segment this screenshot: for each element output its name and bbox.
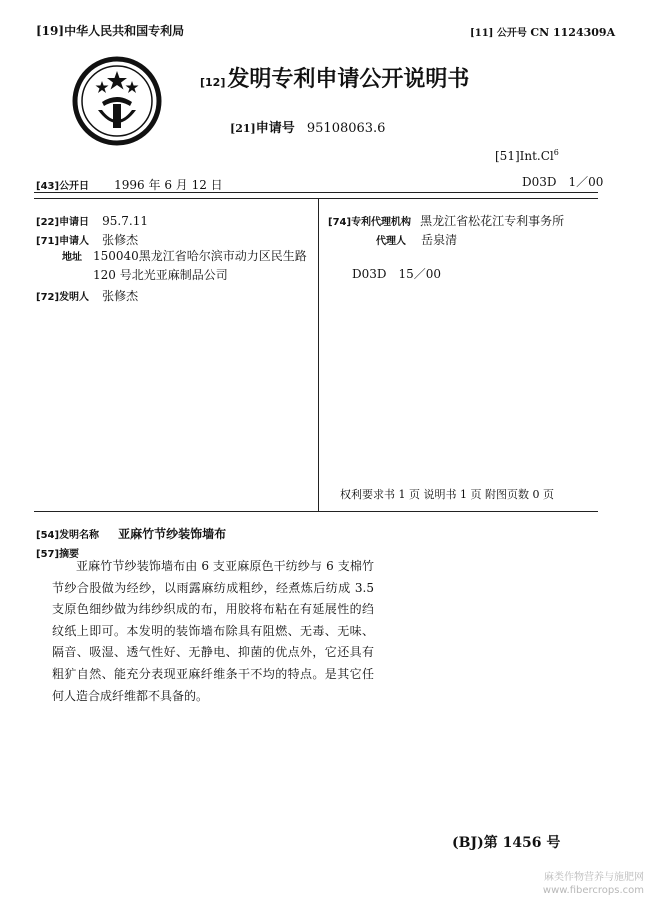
invention-title — [36, 523, 226, 542]
pubdate-value: 1996 年 6 月 12 日 — [114, 178, 223, 192]
divider — [34, 192, 598, 193]
intcl-label: Int.Cl — [519, 149, 554, 163]
patent-agent — [376, 229, 457, 248]
title-code: [12] — [200, 76, 226, 89]
invention-code: [54] — [36, 530, 60, 541]
publication-date — [36, 174, 223, 193]
inventor-code: [72] — [36, 292, 60, 303]
appno-code: [21] — [230, 122, 256, 135]
footer-code: (BJ)第 1456 号 — [452, 835, 561, 851]
office-text: 中华人民共和国专利局 — [64, 24, 185, 38]
column-divider — [318, 199, 319, 511]
appno-label: 申请号 — [255, 121, 295, 136]
applicant-label: 申请人 — [59, 236, 90, 247]
abstract-label: 摘要 — [59, 549, 80, 560]
intcl-code: [51] — [495, 149, 520, 163]
agent-label: 代理人 — [376, 236, 406, 247]
address-line1: 150040黑龙江省哈尔滨市动力区民生路 — [93, 249, 307, 263]
watermark-line1: 麻类作物营养与施肥网 — [544, 872, 644, 883]
address-line2: 120 号北光亚麻制品公司 — [93, 268, 228, 282]
office-name — [36, 22, 184, 39]
inventor-value: 张修杰 — [102, 289, 139, 303]
pubno-value: CN 1124309A — [530, 26, 616, 39]
agency-code: [74] — [328, 217, 352, 228]
page-counts: 权利要求书 1 页 说明书 1 页 附图页数 0 页 — [340, 488, 554, 501]
pubno-label: 公开号 — [496, 28, 527, 39]
document-title — [200, 62, 469, 93]
filing-label: 申请日 — [59, 217, 90, 228]
patent-agency — [328, 210, 564, 229]
pubdate-code: [43] — [36, 181, 60, 192]
invention-label: 发明名称 — [59, 530, 100, 541]
secondary-classification: D03D 15／00 — [352, 267, 442, 281]
title-text: 发明专利申请公开说明书 — [227, 67, 470, 92]
applicant — [36, 229, 138, 248]
publication-number — [470, 24, 615, 39]
inventor-label: 发明人 — [59, 292, 90, 303]
office-code: [19] — [36, 24, 65, 38]
int-classification-value: D03D 1／00 — [522, 175, 604, 189]
national-emblem-icon — [72, 56, 162, 146]
filing-code: [22] — [36, 217, 60, 228]
applicant-value: 张修杰 — [102, 233, 139, 247]
address-label: 地址 — [62, 252, 82, 263]
filing-date — [36, 210, 148, 229]
int-classification-label — [495, 148, 559, 163]
appno-value: 95108063.6 — [306, 121, 386, 136]
agency-label: 专利代理机构 — [351, 217, 412, 228]
site-watermark — [543, 871, 644, 897]
inventor — [36, 285, 138, 304]
pubno-code: [11] — [470, 28, 494, 39]
divider — [34, 198, 598, 199]
abstract-text: 亚麻竹节纱装饰墙布由 6 支亚麻原色干纺纱与 6 支棉竹节纱合股做为经纱，以雨露麻纺成粗纱，经煮炼后纺成 3.5 支原色细纱做为纬纱织成的布，用胶将布粘在有延展性的绉纹纸上即可。本发明的装饰墙布除具有阻燃、无毒、无味、隔音、吸湿、透气性好、无静电、抑菌的优点外，它还具有粗犷自然、能充分表现亚麻纤维条干不均的特点。是其它任何人造合成纤维都不具备的。 — [52, 559, 374, 703]
filing-value: 95.7.11 — [102, 214, 148, 228]
pubdate-label: 公开日 — [59, 181, 90, 192]
intcl-superscript: 6 — [553, 148, 559, 157]
applicant-code: [71] — [36, 236, 60, 247]
invention-value: 亚麻竹节纱装饰墙布 — [118, 527, 227, 541]
agency-value: 黑龙江省松花江专利事务所 — [420, 214, 565, 228]
watermark-line2: www.fibercrops.com — [542, 885, 644, 896]
application-number — [230, 117, 385, 136]
abstract-code: [57] — [36, 549, 60, 560]
divider — [34, 511, 598, 512]
agent-value: 岳泉清 — [421, 233, 458, 247]
